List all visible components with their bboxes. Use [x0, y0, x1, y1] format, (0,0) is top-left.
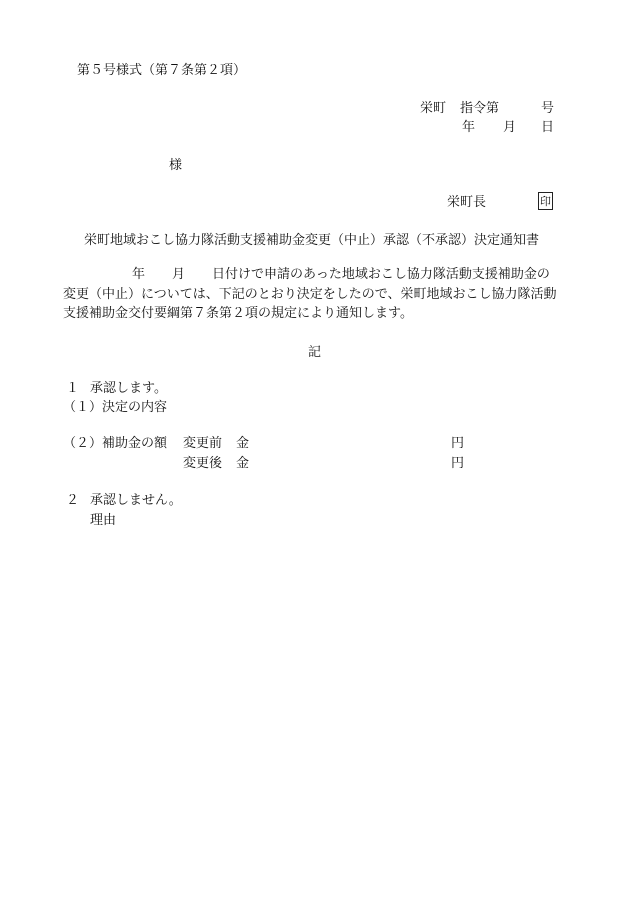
section1-label: 承認します。: [90, 381, 167, 396]
after-change-amount-prefix: 金: [236, 456, 250, 471]
body-month: 月: [172, 267, 186, 282]
seal-stamp-box: [538, 192, 553, 210]
form-number: 第５号様式（第７条第２項）: [77, 63, 247, 78]
after-change-label: 変更後: [183, 456, 223, 471]
addressee-honorific: 様: [169, 158, 183, 173]
directive-label: 指令第: [460, 101, 500, 116]
section2-number: ２: [66, 493, 80, 508]
office-prefix: 栄町: [420, 101, 447, 116]
before-change-label: 変更前: [183, 436, 223, 451]
seal-label: 印: [540, 194, 551, 208]
date-year: 年: [462, 120, 476, 135]
date-day: 日: [541, 120, 555, 135]
number-suffix: 号: [541, 101, 555, 116]
body-line3: 支援補助金交付要綱第７条第２項の規定により通知します。: [63, 306, 413, 321]
section1-sub2: （２）補助金の額: [63, 436, 168, 451]
date-month: 月: [503, 120, 517, 135]
record-heading: 記: [308, 345, 322, 360]
body-year: 年: [132, 267, 146, 282]
after-change-yen: 円: [451, 456, 465, 471]
document-title: 栄町地域おこし協力隊活動支援補助金変更（中止）承認（不承認）決定通知書: [84, 233, 540, 248]
sender-title: 栄町長: [447, 195, 487, 210]
body-line2: 変更（中止）については、下記のとおり決定をしたので、栄町地域おこし協力隊活動: [63, 287, 557, 302]
section1-sub1: （１）決定の内容: [63, 400, 168, 415]
before-change-amount-prefix: 金: [236, 436, 250, 451]
section1-number: １: [66, 381, 80, 396]
body-line1: 日付けで申請のあった地域おこし協力隊活動支援補助金の: [212, 267, 550, 282]
section2-label: 承認しません。: [90, 493, 182, 508]
before-change-yen: 円: [451, 436, 465, 451]
section2-reason: 理由: [90, 513, 117, 528]
